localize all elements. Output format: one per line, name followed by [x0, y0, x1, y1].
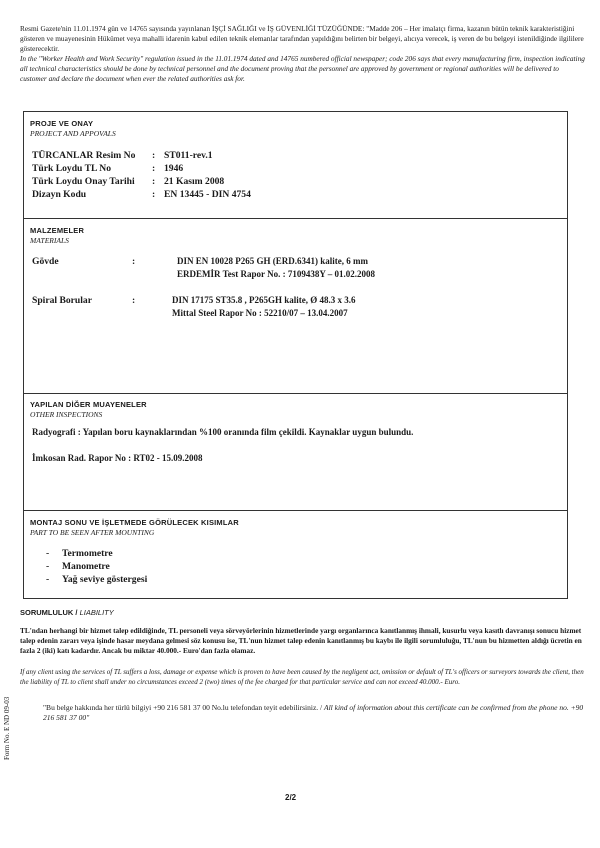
project-row-tl-no: Türk Loydu TL No : 1946: [32, 163, 184, 174]
project-value: 1946: [164, 163, 184, 174]
form-number: Form No. E ND 09-03: [3, 696, 11, 760]
section-materials: [24, 219, 567, 394]
section-mounting: [24, 511, 567, 600]
page-number: 2/2: [285, 793, 297, 802]
material-sep: :: [132, 256, 136, 267]
project-label: Türk Loydu Onay Tarihi: [32, 176, 135, 187]
regulation-intro-tr: Resmi Gazete'nin 11.01.1974 gün ve 14765 sayısında yayınlanan İŞÇİ SAĞLIĞI ve İŞ GÜVENLİĞİ TÜZÜĞÜNDE: "Madde 206 – Her imalatçı firma, kazanın bütün teknik karakteristiğini gösteren ve muayenesinin Hükümet veya mahalli idarenin kabul edilen teknik elemanlar tarafından yapıldığını belirten bir belgeyi, alıcıya verecek, iş veren de bu belgeyi istenildiğinde ilgililere gösterecektir.: [20, 24, 584, 53]
section-materials-title: MALZEMELER: [30, 226, 85, 235]
certificate-box: [23, 111, 568, 599]
project-row-design-code: Dizayn Kodu : EN 13445 - DIN 4754: [32, 189, 251, 200]
list-item: - Yağ seviye göstergesi: [46, 574, 148, 585]
regulation-intro: [20, 24, 586, 84]
radiography-result: Radyografi : Yapılan boru kaynaklarından %100 oranında film çekildi. Kaynaklar uygun bulundu.: [32, 427, 414, 437]
liability-text-en: If any client using the services of TL suffers a loss, damage or expense which is proven to have been caused by the negligent act, omission or default of TL's officers or surveyors towards the client, then the liability of TL to client shall under no circumstances exceed 2 (two) times of the fee charged for that particular service and can not exceed 40.000.- Euro.: [20, 668, 584, 686]
material-sep: :: [132, 295, 136, 306]
section-mounting-subtitle: PART TO BE SEEN AFTER MOUNTING: [30, 528, 155, 537]
material-body-report: ERDEMİR Test Rapor No. : 7109438Y – 01.02.2008: [177, 269, 376, 279]
section-project-subtitle: PROJECT AND APPOVALS: [30, 129, 116, 138]
project-row-approval-date: Türk Loydu Onay Tarihi : 21 Kasım 2008: [32, 176, 225, 187]
section-other-title: YAPILAN DİĞER MUAYENELER: [30, 400, 147, 409]
section-mounting-title: MONTAJ SONU VE İŞLETMEDE GÖRÜLECEK KISIMLAR: [30, 518, 239, 527]
section-other-subtitle: OTHER INSPECTIONS: [30, 410, 103, 419]
mounting-list: [46, 548, 147, 587]
regulation-intro-en: In the "Worker Health and Work Security" regulation issued in the 11.01.1974 dated and 14765 numbered official newspaper; code 206 says that every manufacturing firm, inspection indicating all technical characteristics should be done by technical personnel and the document proving that the personnel are approved by government or regional authorities will be delivered to customer and declare the document when ever the related authorities ask for.: [20, 54, 585, 83]
project-value: ST011-rev.1: [164, 150, 213, 161]
project-label: Dizayn Kodu: [32, 189, 87, 200]
contact-note: [43, 703, 588, 723]
section-project-title: PROJE VE ONAY: [30, 119, 94, 128]
project-row-drawing: TÜRCANLAR Resim No : ST011-rev.1: [32, 150, 213, 161]
material-spiral-spec: DIN 17175 ST35.8 , P265GH kalite, Ø 48.3 x 3.6: [172, 295, 356, 305]
project-value: 21 Kasım 2008: [164, 176, 225, 187]
section-project: [24, 112, 567, 219]
material-label-body: Gövde: [32, 256, 59, 267]
list-item: - Termometre: [46, 548, 113, 559]
radiography-report: İmkosan Rad. Rapor No : RT02 - 15.09.2008: [32, 453, 203, 463]
liability-title: SORUMLULUK / LIABILITY: [20, 608, 114, 617]
liability-text-tr: TL'ndan herhangi bir hizmet talep edildiğinde, TL personeli veya sörveyörlerinin hizmetlerinde yargı organlarınca kanıtlanmış ihmali, kusurlu veya kasıtlı davranışı sonucu hizmet talep edenin zararı veya işinde hasar meydana gelmesi söz konusu ise, TL'nun hizmet talep edenin kanıtlanmış bu kaybı ile ilgili sorumluluğu, TL'nun bu hizmetten aldığı ücretin en fazla 2 (iki) katı kadardır. Ancak bu miktar 40.000.- Euro'dan fazla olamaz.: [20, 626, 582, 655]
project-label: Türk Loydu TL No: [32, 163, 112, 174]
contact-note-en: All kind of information about this certificate can be confirmed from the phone no. +90 216 581 37 00": [43, 703, 584, 722]
list-item: - Manometre: [46, 561, 110, 572]
project-value: EN 13445 - DIN 4754: [164, 189, 251, 200]
contact-note-tr: "Bu belge hakkında her türlü bilgiyi +90 216 581 37 00 No.lu telefondan teyit edebilirsiniz. /: [43, 703, 324, 712]
project-label: TÜRCANLAR Resim No: [32, 150, 136, 161]
material-body-spec: DIN EN 10028 P265 GH (ERD.6341) kalite, 6 mm: [177, 256, 368, 266]
material-label-spiral: Spiral Borular: [32, 295, 92, 306]
section-other-inspections: [24, 394, 567, 511]
material-spiral-report: Mittal Steel Rapor No : 52210/07 – 13.04.2007: [172, 308, 348, 318]
section-materials-subtitle: MATERIALS: [30, 236, 69, 245]
